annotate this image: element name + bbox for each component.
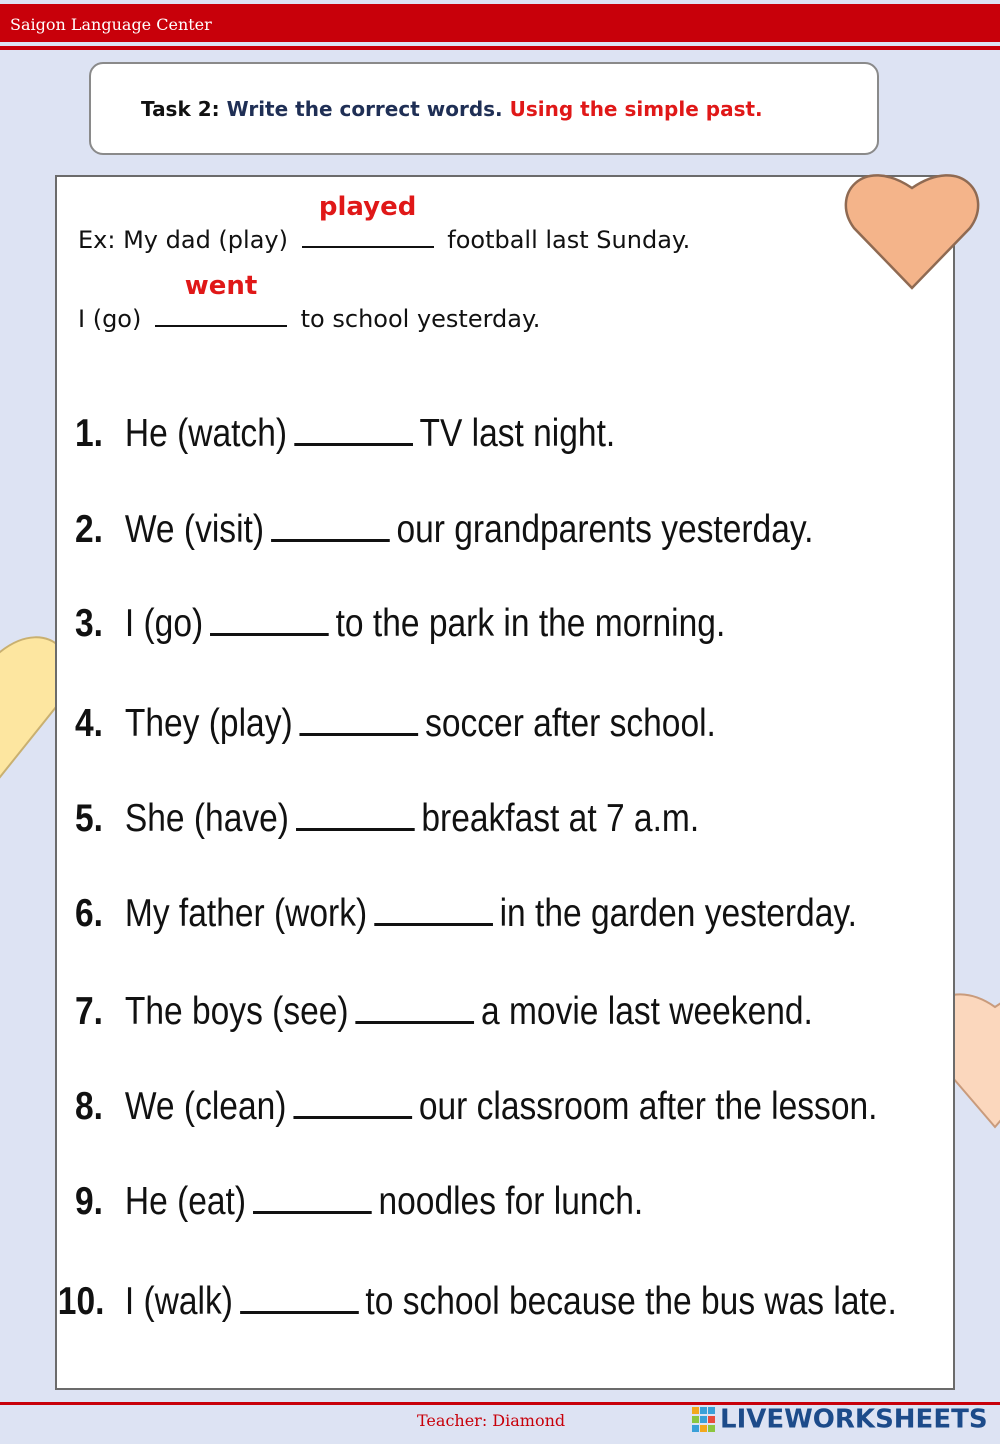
task-heading: [141, 97, 763, 121]
exercise-item-5: [75, 797, 699, 857]
item-prompt: She (have): [124, 797, 289, 840]
exercise-item-7: [75, 990, 813, 1050]
item-rest: in the garden yesterday.: [499, 892, 857, 935]
item-rest: to school because the bus was late.: [365, 1280, 897, 1323]
exercise-item-3: [75, 602, 725, 662]
item-prompt: We (clean): [124, 1085, 287, 1128]
item-number: 6.: [75, 892, 103, 935]
item-number: 8.: [75, 1085, 103, 1128]
exercise-item-6: [75, 892, 857, 952]
example-answer: played: [318, 192, 417, 222]
item-rest: soccer after school.: [425, 702, 716, 745]
header-bar: [0, 4, 1000, 42]
example-line-1: [78, 192, 691, 254]
example-answer-blank: [302, 192, 434, 248]
item-prompt: We (visit): [124, 508, 265, 551]
item-rest: our classroom after the lesson.: [418, 1085, 878, 1128]
item-number: 3.: [75, 602, 103, 645]
task-tense: Using the simple past.: [509, 97, 763, 121]
example-answer: went: [184, 271, 258, 301]
answer-blank[interactable]: [296, 798, 415, 831]
exercise-item-9: [75, 1180, 643, 1240]
liveworksheets-logo-icon: [692, 1407, 716, 1433]
brand-text: LIVEWORKSHEETS: [720, 1404, 988, 1435]
exercise-item-1: [75, 412, 615, 472]
item-number: 5.: [75, 797, 103, 840]
item-rest: a movie last weekend.: [481, 990, 813, 1033]
exercise-item-2: [75, 508, 813, 568]
item-rest: to the park in the morning.: [335, 602, 726, 645]
task-instruction: Write the correct words.: [226, 97, 503, 121]
exercise-item-8: [75, 1085, 877, 1145]
answer-blank[interactable]: [210, 603, 329, 636]
task-label: Task 2: [141, 97, 212, 121]
item-number: 2.: [75, 508, 103, 551]
item-prompt: He (watch): [124, 412, 288, 455]
item-prompt: He (eat): [124, 1180, 247, 1223]
answer-blank[interactable]: [300, 703, 419, 736]
item-rest: breakfast at 7 a.m.: [421, 797, 700, 840]
item-prompt: They (play): [124, 702, 293, 745]
item-rest: TV last night.: [419, 412, 616, 455]
example-after: to school yesterday.: [300, 305, 541, 333]
answer-blank[interactable]: [294, 413, 413, 446]
answer-blank[interactable]: [355, 991, 474, 1024]
item-rest: noodles for lunch.: [378, 1180, 644, 1223]
liveworksheets-brand[interactable]: [692, 1404, 988, 1438]
answer-blank[interactable]: [253, 1181, 372, 1214]
item-rest: our grandparents yesterday.: [396, 508, 814, 551]
item-number: 4.: [75, 702, 103, 745]
answer-blank[interactable]: [271, 509, 390, 542]
header-divider: [0, 46, 1000, 50]
example-line-2: [78, 271, 541, 333]
item-prompt: The boys (see): [124, 990, 349, 1033]
item-number: 1.: [75, 412, 103, 455]
example-after: football last Sunday.: [447, 226, 691, 254]
answer-blank[interactable]: [240, 1281, 359, 1314]
item-prompt: My father (work): [124, 892, 368, 935]
task-colon: :: [211, 97, 227, 121]
item-number: 10.: [57, 1280, 105, 1323]
answer-blank[interactable]: [293, 1086, 412, 1119]
item-number: 7.: [75, 990, 103, 1033]
example-before: I (go): [78, 305, 142, 333]
item-prompt: I (walk): [124, 1280, 233, 1323]
item-number: 9.: [75, 1180, 103, 1223]
header-title: Saigon Language Center: [10, 15, 212, 34]
item-prompt: I (go): [124, 602, 204, 645]
exercise-item-4: [75, 702, 716, 762]
answer-blank[interactable]: [374, 893, 493, 926]
exercise-item-10: [57, 1280, 897, 1340]
task-box: [89, 62, 879, 155]
heart-orange-icon: [842, 158, 982, 293]
example-before: Ex: My dad (play): [78, 226, 288, 254]
example-answer-blank: [155, 271, 287, 327]
teacher-credit: Teacher: Diamond: [417, 1411, 566, 1430]
